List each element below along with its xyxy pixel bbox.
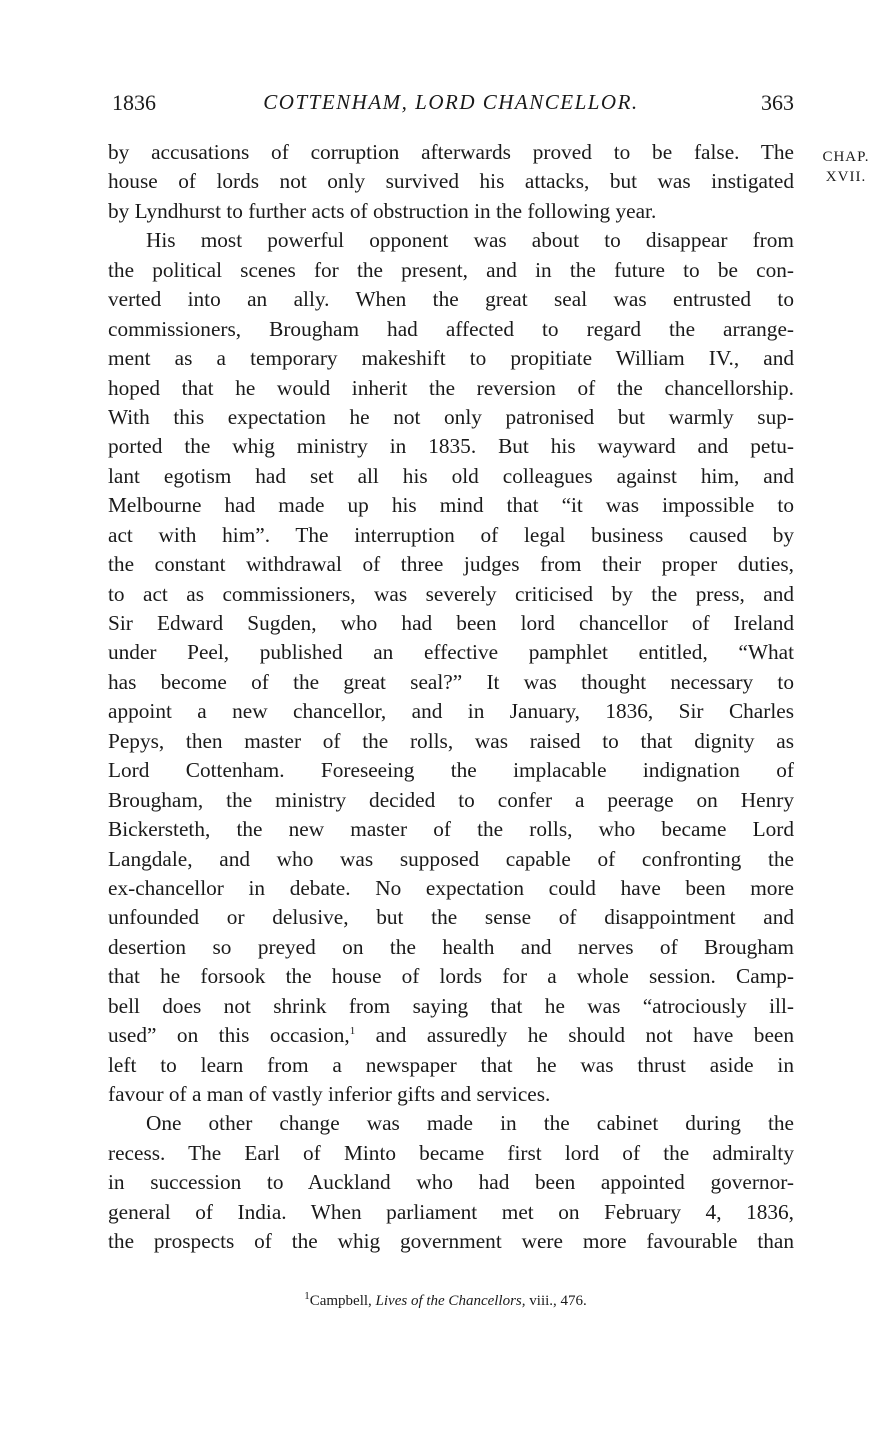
text-line: bell does not shrink from saying that he was “atrociously ill- [108, 993, 794, 1018]
text-line: the political scenes for the present, and in the future to be con- [108, 257, 794, 282]
chapter-margin-note [806, 147, 886, 187]
paragraph-start-line: One other change was made in the cabinet during the [146, 1111, 794, 1136]
text-line: lant egotism had set all his old colleagues against him, and [108, 463, 794, 488]
text-line: house of lords not only survived his attacks, but was instigated [108, 169, 794, 194]
header-title: COTTENHAM, LORD CHANCELLOR. [263, 90, 639, 114]
text-line: the constant withdrawal of three judges from their proper duties, [108, 552, 794, 577]
footnote-location: viii., 476. [529, 1293, 587, 1309]
text-line: Sir Edward Sugden, who had been lord chancellor of Ireland [108, 611, 794, 635]
text-line: left to learn from a newspaper that he was thrust aside in [108, 1052, 794, 1077]
text-line: ported the whig ministry in 1835. But his wayward and petu- [108, 434, 794, 459]
footnote [0, 1290, 891, 1310]
text-line: desertion so preyed on the health and nerves of Brougham [108, 934, 794, 959]
text-line: Pepys, then master of the rolls, was raised to that dignity as [108, 728, 794, 753]
text-line: Lord Cottenham. Foreseeing the implacable indignation of [108, 758, 794, 783]
text-line: verted into an ally. When the great seal was entrusted to [108, 287, 794, 312]
text-line: hoped that he would inherit the reversion of the chancellorship. [108, 375, 794, 400]
text-line: the prospects of the whig government were more favourable than [108, 1229, 794, 1254]
margin-note-number: XVII. [825, 169, 867, 185]
text-line: recess. The Earl of Minto became first lord of the admiralty [108, 1140, 794, 1165]
text-line: unfounded or delusive, but the sense of disappointment and [108, 905, 794, 930]
text-line: favour of a man of vastly inferior gifts and services. [108, 1082, 551, 1106]
text-line: Melbourne had made up his mind that “it was impossible to [108, 493, 794, 518]
text-line: to act as commissioners, was severely criticised by the press, and [108, 581, 794, 606]
text-line: commissioners, Brougham had affected to regard the arrange- [108, 316, 794, 341]
footnote-author: Campbell, [309, 1293, 372, 1309]
footnote-ref-marker: 1 [349, 1025, 356, 1038]
text-line: under Peel, published an effective pamphlet entitled, “What [108, 640, 794, 665]
header-year: 1836 [112, 90, 156, 115]
text-line: ment as a temporary makeshift to propitiate William IV., and [108, 346, 794, 371]
text-line: that he forsook the house of lords for a whole session. Camp- [108, 964, 794, 989]
text-line: has become of the great seal?” It was thought necessary to [108, 669, 794, 694]
text-line: appoint a new chancellor, and in January, 1836, Sir Charles [108, 699, 794, 724]
margin-note-chap: CHAP. [822, 149, 870, 165]
text-line: general of India. When parliament met on February 4, 1836, [108, 1199, 794, 1224]
text-line: With this expectation he not only patronised but warmly sup- [108, 404, 794, 429]
text-line: by accusations of corruption afterwards proved to be false. The [108, 140, 794, 164]
page-number: 363 [761, 90, 794, 115]
text-line: Bickersteth, the new master of the rolls, who became Lord [108, 817, 794, 842]
text-line-with-footnote [108, 1021, 794, 1050]
text-line: Brougham, the ministry decided to confer a peerage on Henry [108, 787, 794, 812]
line-text-after-ref: and assuredly he should not have been [375, 1023, 795, 1048]
footnote-title: Lives of the Chancellors, [375, 1293, 526, 1309]
body-text [108, 138, 794, 1257]
text-line: act with him”. The interruption of legal business caused by [108, 522, 794, 547]
text-line: ex-chancellor in debate. No expectation could have been more [108, 875, 794, 900]
text-line: Langdale, and who was supposed capable of confronting the [108, 846, 794, 871]
line-text-before-ref: used” on this occasion, [108, 1023, 350, 1048]
running-header [108, 90, 794, 120]
text-line: in succession to Auckland who had been appointed governor- [108, 1170, 794, 1195]
paragraph-start-line: His most powerful opponent was about to disappear from [146, 228, 794, 253]
footnote-marker: 1 [304, 1290, 310, 1302]
text-line: by Lyndhurst to further acts of obstruction in the following year. [108, 198, 657, 223]
